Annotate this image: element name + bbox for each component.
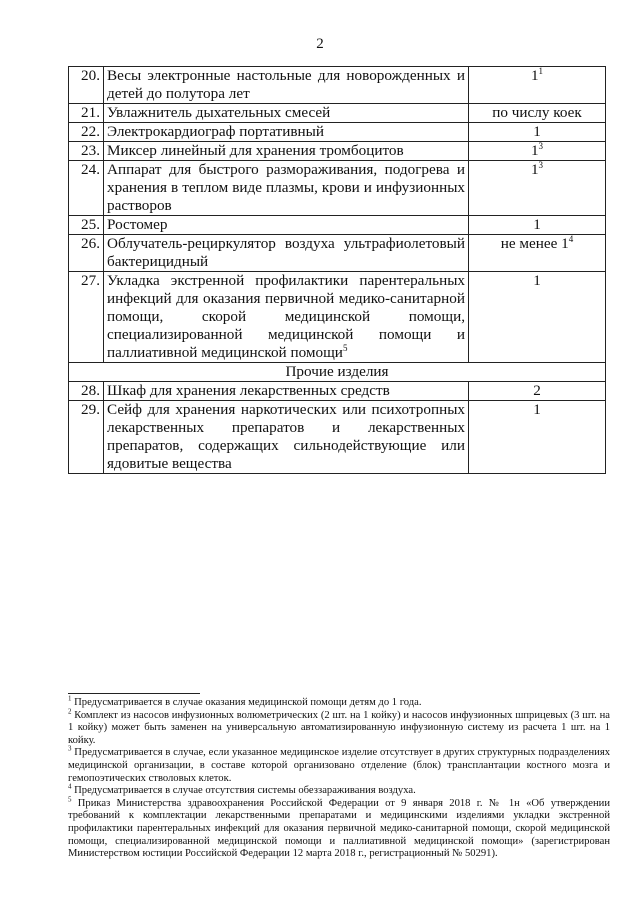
item-name: Ростомер (104, 216, 469, 235)
row-number: 23. (69, 142, 104, 161)
item-quantity: 1 (469, 123, 606, 142)
table-row (69, 382, 606, 401)
item-quantity: $1^3$ (469, 142, 606, 161)
section-row (69, 363, 606, 382)
item-name: Миксер линейный для хранения тромбоцитов (104, 142, 469, 161)
footnote-ref: 5 (342, 342, 348, 353)
table-row (69, 401, 606, 474)
table-row (69, 67, 606, 104)
row-number: 25. (69, 216, 104, 235)
table-row (69, 161, 606, 216)
page-number: 2 (316, 36, 324, 52)
item-name: Шкаф для хранения лекарственных средств (104, 382, 469, 401)
footnote-ref: 3 (538, 140, 544, 151)
table-row (69, 216, 606, 235)
equipment-table (68, 66, 606, 474)
item-name: Облучатель-рециркулятор воздуха ультрафиолетовый бактерицидный (104, 235, 469, 272)
footnote-divider (68, 693, 200, 694)
row-number: 27. (69, 272, 104, 363)
item-name: Электрокардиограф портативный (104, 123, 469, 142)
footnotes (68, 694, 610, 861)
item-quantity: не менее $1^4$ (469, 235, 606, 272)
row-number: 21. (69, 104, 104, 123)
item-quantity: 1 (469, 216, 606, 235)
footnote-ref: 3 (538, 159, 544, 170)
item-quantity: 1 (469, 272, 606, 363)
item-quantity: $1^1$ (469, 67, 606, 104)
footnote-ref: 1 (538, 65, 544, 76)
row-number: 26. (69, 235, 104, 272)
footnote-ref: 4 (568, 233, 574, 244)
row-number: 20. (69, 67, 104, 104)
item-quantity: 1 (469, 401, 606, 474)
item-name: Укладка экстренной профилактики парентеральных инфекций для оказания первичной медико-санитарной помощи, скорой медицинской помощи, специализированной медицинской помощи и паллиативной медицинской помощи$^5$ (104, 272, 469, 363)
footnote: $^5$ Приказ Министерства здравоохранения Российской Федерации от 9 января 2018 г. № 1н «Об утверждении требований к комплектации лекарственными препаратами и медицинскими изделиями укладки экстренной профилактики парентеральных инфекций для оказания первичной медико-санитарной помощи, скорой медицинской помощи, специализированной медицинской помощи и паллиативной медицинской помощи» (зарегистрирован Министерством юстиции Российской Федерации 12 марта 2018 г., регистрационный № 50291). (68, 795, 610, 860)
footnote: $^1$ Предусматривается в случае оказания медицинской помощи детям до 1 года. (68, 694, 422, 708)
footnote: $^2$ Комплект из насосов инфузионных волюметрических (2 шт. на 1 койку) и насосов инфузионных шприцевых (3 шт. на 1 койку) может быть заменен на универсальную автоматизированную инфузионную систему из расчета 1 шт. на 1 койку. (68, 707, 610, 746)
item-quantity: 2 (469, 382, 606, 401)
row-number: 28. (69, 382, 104, 401)
row-number: 22. (69, 123, 104, 142)
item-name: Увлажнитель дыхательных смесей (104, 104, 469, 123)
table-row (69, 104, 606, 123)
item-name: Весы электронные настольные для новорожденных и детей до полутора лет (104, 67, 469, 104)
table-row (69, 142, 606, 161)
row-number: 24. (69, 161, 104, 216)
item-name: Аппарат для быстрого размораживания, подогрева и хранения в теплом виде плазмы, крови и инфузионных растворов (104, 161, 469, 216)
section-title: Прочие изделия (69, 363, 606, 382)
table-row (69, 272, 606, 363)
item-quantity: по числу коек (469, 104, 606, 123)
item-name: Сейф для хранения наркотических или психотропных лекарственных препаратов и лекарственных препаратов, содержащих сильнодействующие или ядовитые вещества (104, 401, 469, 474)
table-row (69, 123, 606, 142)
footnote: $^3$ Предусматривается в случае, если указанное медицинское изделие отсутствует в других структурных подразделениях медицинской организации, в составе которой организовано отделение (блок) трансплантации костного мозга и гемопоэтических стволовых клеток. (68, 744, 610, 784)
row-number: 29. (69, 401, 104, 474)
footnote: $^4$ Предусматривается в случае отсутствия системы обеззараживания воздуха. (68, 782, 416, 797)
item-quantity: $1^3$ (469, 161, 606, 216)
table-row (69, 235, 606, 272)
